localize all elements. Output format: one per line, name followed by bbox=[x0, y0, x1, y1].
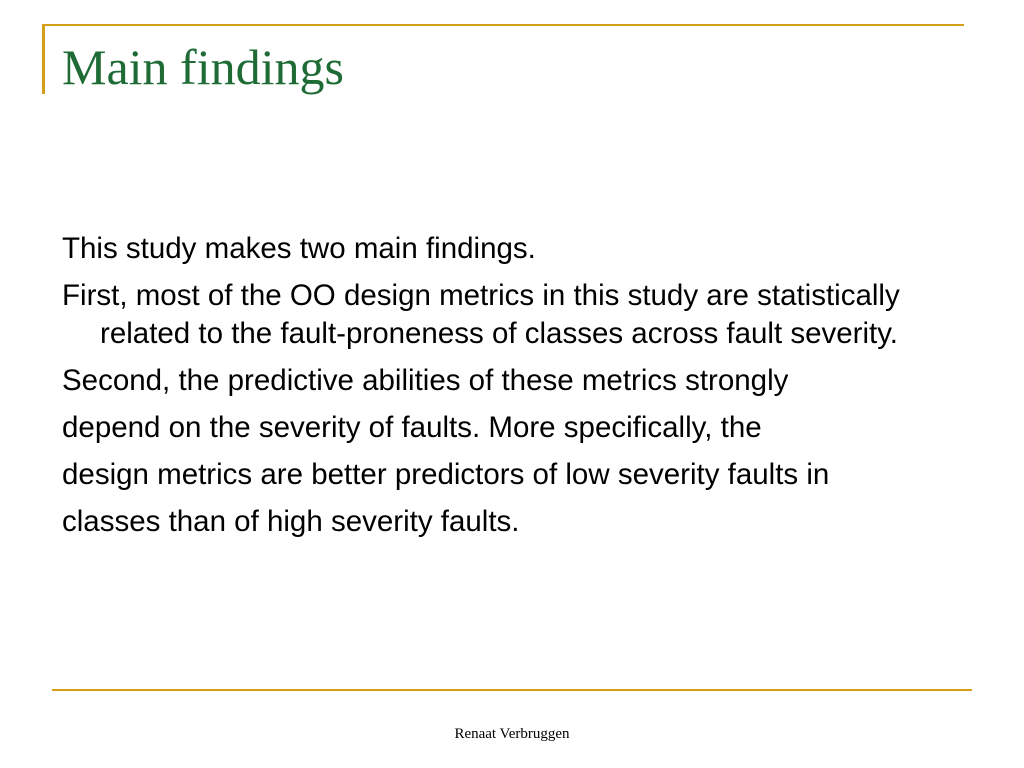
accent-vertical-line bbox=[42, 24, 45, 94]
body-paragraph: Second, the predictive abilities of these metrics strongly bbox=[62, 364, 789, 397]
body-paragraph: depend on the severity of faults. More specifically, the bbox=[62, 411, 762, 444]
body-paragraph: This study makes two main findings. bbox=[62, 232, 536, 265]
accent-bottom-line bbox=[52, 689, 972, 691]
body-paragraph: First, most of the OO design metrics in this study are statistically related to the fault-proneness of classes across fault severity. bbox=[62, 279, 900, 350]
slide-title: Main findings bbox=[62, 39, 344, 95]
body-paragraph: design metrics are better predictors of low severity faults in bbox=[62, 458, 830, 491]
slide-footer: Renaat Verbruggen bbox=[454, 726, 570, 742]
body-paragraph: classes than of high severity faults. bbox=[62, 505, 520, 538]
accent-top-line bbox=[42, 24, 964, 26]
slide-body bbox=[62, 230, 962, 550]
